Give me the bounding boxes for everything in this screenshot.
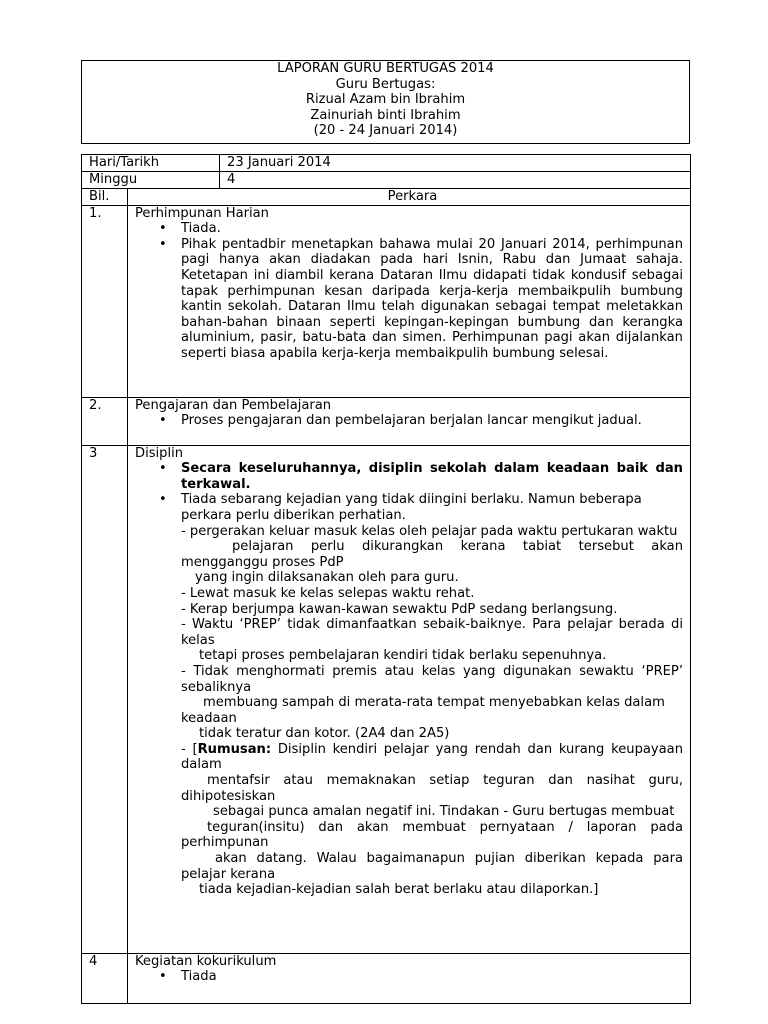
hari-label: Hari/Tarikh (82, 155, 220, 172)
rumusan-line: akan datang. Walau bagaimanapun pujian diberikan kepada para pelajar kerana (181, 851, 683, 882)
duty-teachers-label: Guru Bertugas: (335, 76, 436, 92)
rumusan-label: Rumusan: (197, 741, 272, 757)
rumusan-line: mentafsir atau memaknakan setiap teguran dan nasihat guru, dihipotesiskan (181, 773, 683, 804)
minggu-label: Minggu (82, 172, 220, 189)
item-heading: Perhimpunan Harian (135, 205, 269, 221)
item-bullets (135, 221, 690, 361)
item-heading: Disiplin (135, 445, 184, 461)
teacher-name-1: Rizual Azam bin Ibrahim (305, 92, 466, 108)
item-number: 2. (82, 397, 128, 445)
item-bullets (135, 413, 690, 429)
report-title-box (81, 60, 690, 144)
item-number: 4 (82, 953, 128, 1003)
item-bullets (135, 969, 690, 985)
item-row-3 (82, 445, 691, 953)
report-table (81, 154, 691, 1004)
item-row-2 (82, 397, 691, 445)
sub-line: membuang sampah di merata-rata tempat menyebabkan kelas dalam keadaan (181, 695, 665, 726)
sub-line: - Waktu ‘PREP’ tidak dimanfaatkan sebaik-baiknye. Para pelajar berada di kelas (181, 617, 683, 648)
bullet-item: • Proses pengajaran dan pembelajaran berjalan lancar mengikut jadual. (181, 413, 690, 429)
bold-summary: Secara keseluruhannya, disiplin sekolah dalam keadaan baik dan terkawal. (181, 461, 683, 492)
rumusan-text: Disiplin kendiri pelajar yang rendah dan kurang keupayaan dalam (181, 741, 683, 773)
sub-line: - Lewat masuk ke kelas selepas waktu rehat. (181, 585, 475, 601)
rumusan-line: tiada kejadian-kejadian salah berat berlaku atau dilaporkan.] (199, 882, 599, 898)
sub-line: tetapi proses pembelajaran kendiri tidak berlaku sepenuhnya. (199, 648, 607, 664)
report-date-range: (20 - 24 Januari 2014) (313, 123, 458, 139)
perkara-header: Perkara (128, 189, 691, 206)
item-number: 1. (82, 205, 128, 397)
sub-line: pelajaran perlu dikurangkan kerana tabiat tersebut akan mengganggu proses PdP (181, 539, 683, 570)
item-content (128, 205, 691, 397)
rumusan-prefix: - [ (181, 741, 198, 757)
sub-line: - Tidak menghormati premis atau kelas yang digunakan sewaktu ‘PREP’ sebaliknya (181, 663, 683, 695)
item-row-1 (82, 205, 691, 397)
sub-line: - Kerap berjumpa kawan-kawan sewaktu PdP sedang berlangsung. (181, 601, 618, 617)
item-heading: Pengajaran dan Pembelajaran (135, 397, 332, 413)
rumusan-line: sebagai punca amalan negatif ini. Tindakan - Guru bertugas membuat (213, 804, 675, 820)
bil-header: Bil. (82, 189, 128, 206)
sub-line: - pergerakan keluar masuk kelas oleh pelajar pada waktu pertukaran waktu (181, 523, 678, 539)
bullet-item: • Pihak pentadbir menetapkan bahawa mulai 20 Januari 2014, perhimpunan pagi hanya akan diadakan pada hari Isnin, Rabu dan Jumaat sahaja. Ketetapan ini diambil kerana Dataran Ilmu didapati tidak kondusif sebagai tapak perhimpunan kesan daripada kerja-kerja membaikpulih bumbung kantin sekolah. Dataran Ilmu telah digunakan sebagai tempat meletakkan bahan-bahan binaan seperti kepingan-kepingan bumbung dan kerangka aluminium, pasir, batu-bata dan simen. Perhimpunan pagi akan dijalankan seperti biasa apabila kerja-kerja membaikpulih bumbung selesai. (181, 237, 683, 362)
item-number: 3 (82, 445, 128, 953)
row-header (82, 189, 691, 206)
bullet-item (181, 461, 683, 492)
row-minggu (82, 172, 691, 189)
row-hari (82, 155, 691, 172)
item-content (128, 397, 691, 445)
sub-line: tidak teratur dan kotor. (2A4 dan 2A5) (199, 726, 450, 742)
sub-line: yang ingin dilaksanakan oleh para guru. (195, 570, 459, 586)
item-content (128, 953, 691, 1003)
teacher-name-2: Zainuriah binti Ibrahim (310, 107, 461, 123)
bullet-item: • Tiada. (181, 221, 683, 237)
bullet-item: • Tiada sebarang kejadian yang tidak diingini berlaku. Namun beberapa perkara perlu diberikan perhatian. (181, 492, 683, 523)
minggu-value: 4 (220, 172, 691, 189)
item-content (128, 445, 691, 953)
item-heading: Kegiatan kokurikulum (135, 953, 277, 969)
item-bullets (135, 461, 683, 523)
rumusan-line: teguran(insitu) dan akan membuat pernyataan / laporan pada perhimpunan (181, 819, 683, 851)
rumusan-line (181, 742, 683, 773)
report-title: LAPORAN GURU BERTUGAS 2014 (277, 61, 494, 76)
bullet-item: • Tiada (181, 969, 690, 985)
hari-value: 23 Januari 2014 (220, 155, 691, 172)
sub-points (135, 524, 683, 898)
item-row-4 (82, 953, 691, 1003)
